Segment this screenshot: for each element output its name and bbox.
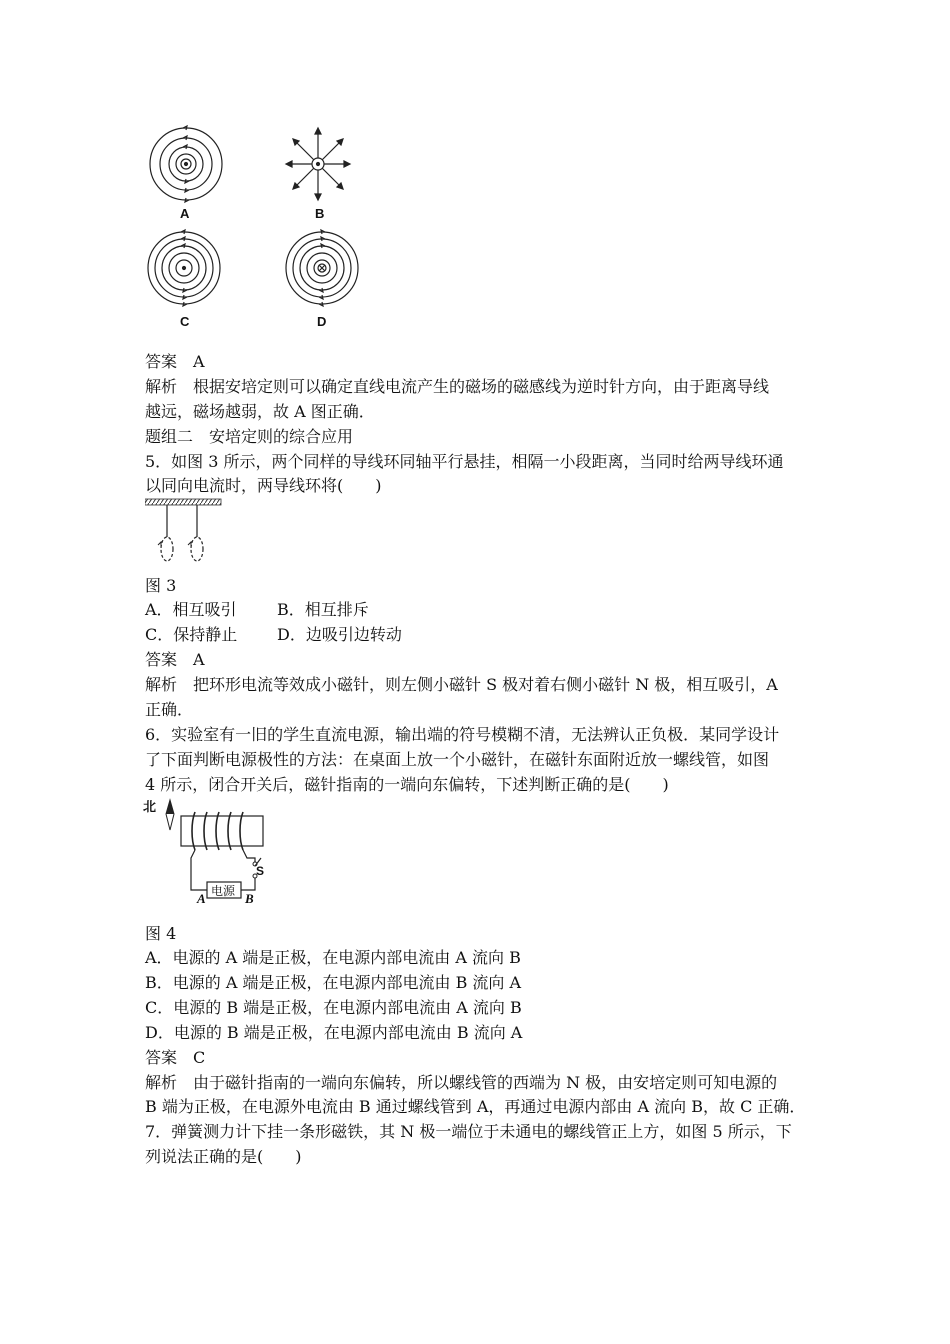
q6-answer: 答案 C [145, 1048, 206, 1067]
q6-stem-line3: 4 所示，闭合开关后，磁针指南的一端向东偏转，下述判断正确的是( ) [145, 775, 669, 794]
q6-analysis-line2: B 端为正极，在电源外电流由 B 通过螺线管到 A，再通过电源内部由 A 流向 B，故 C 正确． [145, 1097, 806, 1116]
figure-c-field-lines [148, 230, 220, 306]
terminal-b-label: B [245, 891, 254, 906]
q6-option-b: B．电源的 A 端是正极，在电源内部电流由 B 流向 A [145, 973, 522, 992]
figure-b-radial-lines [286, 128, 350, 200]
q5-analysis-line2: 正确． [145, 700, 194, 719]
q7-stem-line1: 7．弹簧测力计下挂一条形磁铁，其 N 极一端位于未通电的螺线管正上方，如图 5 所示，下 [145, 1122, 792, 1141]
solenoid-circuit-drawing [143, 796, 268, 906]
q6-analysis-line1: 解析 由于磁针指南的一端向东偏转，所以螺线管的西端为 N 极，由安培定则可知电源的 [145, 1073, 778, 1092]
q6-stem-line1: 6．实验室有一旧的学生直流电源，输出端的符号模糊不清，无法辨认正负极．某同学设计 [145, 725, 780, 744]
q5-analysis-line1: 解析 把环形电流等效成小磁针，则左侧小磁针 S 极对着右侧小磁针 N 极，相互吸引，A [145, 675, 778, 694]
q6-stem-line2: 了下面判断电源极性的方法：在桌面上放一个小磁针，在磁针东面附近放一螺线管，如图 [145, 750, 770, 769]
q4-answer: 答案 A [145, 352, 205, 371]
q5-option-b: B．相互排斥 [277, 600, 369, 619]
figure-d-field-lines [286, 230, 358, 306]
q6-option-d: D．电源的 B 端是正极，在电源内部电流由 B 流向 A [145, 1023, 523, 1042]
figure-label-c: C [180, 314, 190, 329]
group2-title: 题组二 安培定则的综合应用 [145, 427, 354, 446]
q5-option-c: C．保持静止 [145, 625, 238, 644]
solenoid-figure [143, 796, 268, 906]
q6-option-c: C．电源的 B 端是正极，在电源内部电流由 A 流向 B [145, 998, 522, 1017]
figure-label-d: D [317, 314, 327, 329]
q5-options-row2 [145, 623, 402, 647]
q5-option-d: D．边吸引边转动 [277, 625, 402, 644]
q5-figure-caption: 图 3 [145, 576, 177, 595]
q4-analysis-line2: 越远，磁场越弱，故 A 图正确． [145, 402, 375, 421]
q5-option-a: A．相互吸引 [145, 600, 237, 619]
figure-label-b: B [315, 206, 325, 221]
q5-options-row1 [145, 598, 369, 622]
north-label: 北 [143, 800, 157, 815]
q5-answer: 答案 A [145, 650, 205, 669]
q6-option-a: A．电源的 A 端是正极，在电源内部电流由 A 流向 B [145, 948, 521, 967]
q6-figure-caption: 图 4 [145, 924, 177, 943]
switch-label: S [256, 864, 265, 878]
terminal-a-label: A [197, 891, 206, 906]
q5-stem-line2: 以同向电流时，两导线环将( ) [145, 476, 382, 495]
hanging-rings-figure [145, 497, 225, 569]
field-lines-figure [140, 120, 380, 335]
q7-stem-line2: 列说法正确的是( ) [145, 1147, 302, 1166]
power-source-label: 电源 [211, 884, 236, 898]
figure-label-a: A [180, 206, 190, 221]
q4-analysis-line1: 解析 根据安培定则可以确定直线电流产生的磁场的磁感线为逆时针方向，由于距离导线 [145, 377, 770, 396]
q5-stem-line1: 5．如图 3 所示，两个同样的导线环同轴平行悬挂，相隔一小段距离，当同时给两导线环通 [145, 452, 784, 471]
figure-a-field-lines [150, 126, 222, 202]
